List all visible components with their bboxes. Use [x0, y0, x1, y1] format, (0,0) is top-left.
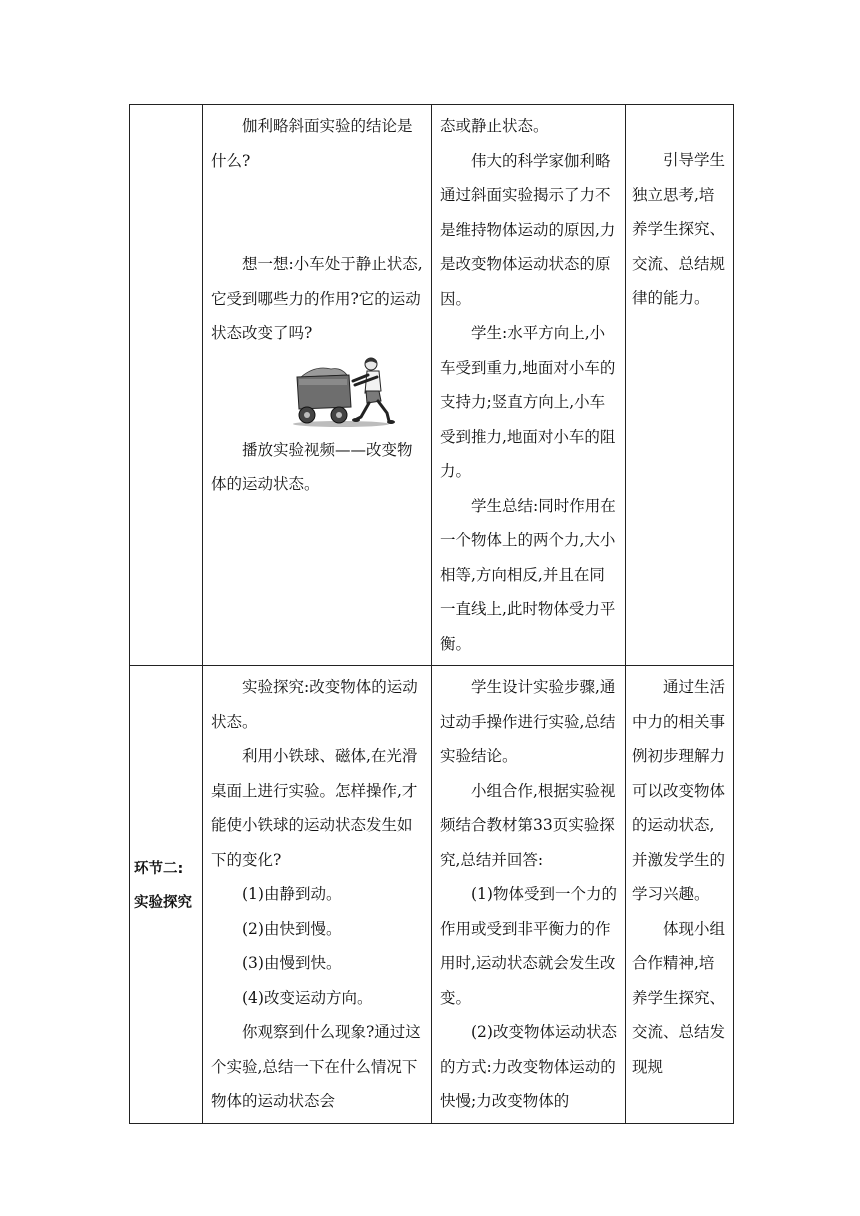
- teacher-activity-cell: [203, 105, 432, 666]
- student-activity-cell: [432, 666, 626, 1124]
- stage-label-line: 实验探究: [134, 895, 192, 911]
- stage-cell: [130, 666, 203, 1124]
- student-text: 小组合作,根据实验视频结合教材第33页实验探究,总结并回答:: [440, 781, 616, 869]
- student-text: 学生总结:同时作用在一个物体上的两个力,大小相等,方向相反,并且在同一直线上,此时物体受力平衡。: [440, 496, 616, 653]
- student-text: 学生:水平方向上,小车受到重力,地面对小车的支持力;竖直方向上,小车受到推力,地面对小车的阻力。: [440, 324, 616, 480]
- table-row: [130, 105, 734, 666]
- cart-pushing-illustration: [291, 355, 401, 429]
- teacher-text: 实验探究:改变物体的运动状态。: [211, 678, 418, 731]
- table-row: [130, 666, 734, 1124]
- design-intent-cell: [626, 666, 734, 1124]
- stage-cell: [130, 105, 203, 666]
- student-text: (1)物体受到一个力的作用或受到非平衡力的作用时,运动状态就会发生改变。: [440, 885, 617, 1007]
- student-text: 伟大的科学家伽利略通过斜面实验揭示了力不是维持物体运动的原因,力是改变物体运动状态的原因。: [440, 151, 616, 308]
- teacher-text: (2)由快到慢。: [242, 919, 342, 938]
- teacher-text: 播放实验视频——改变物体的运动状态。: [211, 440, 413, 493]
- student-text: 学生设计实验步骤,通过动手操作进行实验,总结实验结论。: [440, 678, 616, 765]
- design-intent-cell: [626, 105, 734, 666]
- teacher-text: (4)改变运动方向。: [242, 988, 373, 1007]
- student-activity-cell: [432, 105, 626, 666]
- teacher-text: 想一想:小车处于静止状态,它受到哪些力的作用?它的运动状态改变了吗?: [211, 255, 423, 342]
- student-text: 态或静止状态。: [440, 117, 549, 135]
- student-text: (2)改变物体运动状态的方式:力改变物体运动的快慢;力改变物体的: [440, 1023, 617, 1110]
- stage-label-line: 环节二:: [134, 861, 184, 877]
- teacher-text: 伽利略斜面实验的结论是什么?: [211, 117, 413, 170]
- teacher-text: (1)由静到动。: [242, 885, 342, 903]
- teacher-text: 你观察到什么现象?通过这个实验,总结一下在什么情况下物体的运动状态会: [211, 1023, 421, 1110]
- teacher-activity-cell: [203, 666, 432, 1124]
- stage-label: [130, 852, 202, 920]
- intent-text: 引导学生独立思考,培养学生探究、交流、总结规律的能力。: [632, 151, 726, 307]
- lesson-plan-table: [129, 104, 734, 1124]
- intent-text: 体现小组合作精神,培养学生探究、交流、总结发现规: [632, 919, 726, 1076]
- teacher-text: (3)由慢到快。: [242, 954, 342, 972]
- teacher-text: 利用小铁球、磁体,在光滑桌面上进行实验。怎样操作,才能使小铁球的运动状态发生如下的变化?: [211, 747, 418, 869]
- intent-text: 通过生活中力的相关事例初步理解力可以改变物体的运动状态,并激发学生的学习兴趣。: [632, 678, 726, 903]
